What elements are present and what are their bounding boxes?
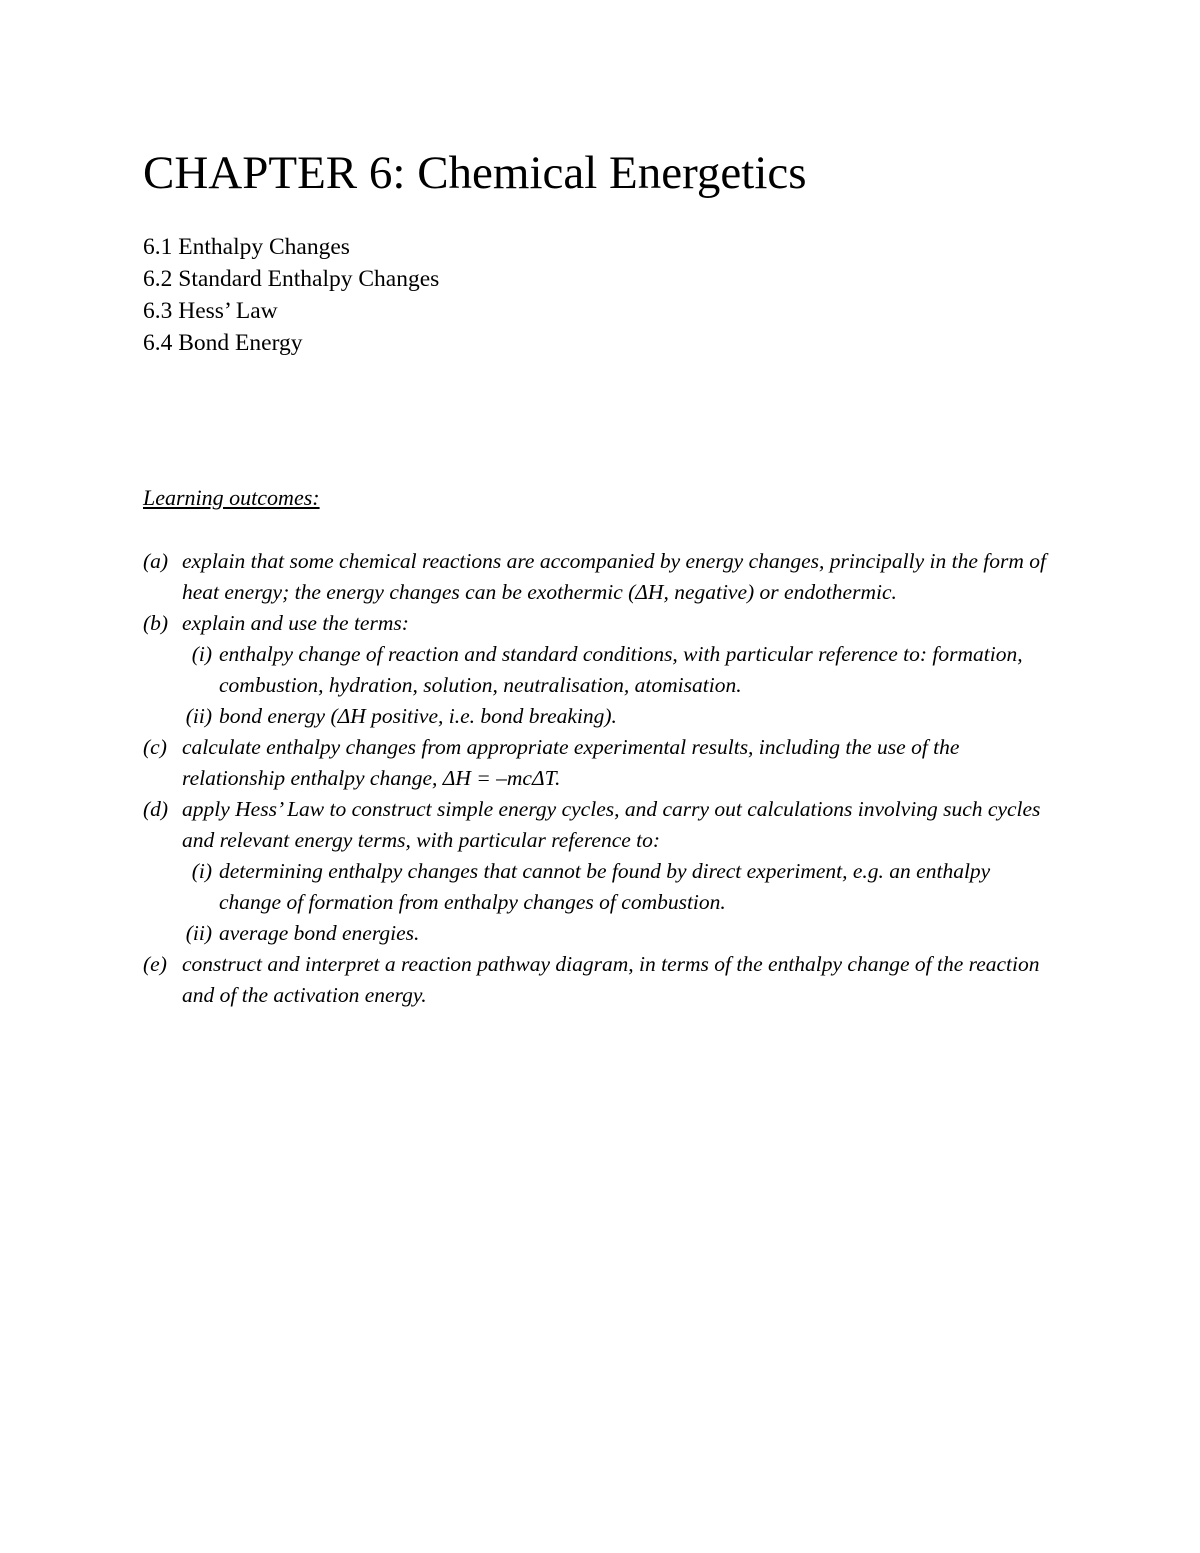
- subitem-text: average bond energies.: [219, 921, 420, 945]
- subitem-marker: (i): [191, 642, 212, 666]
- outcome-text: calculate enthalpy changes from appropriate experimental results, including the use of the relationship enthalpy change, ΔH = –mcΔT.: [182, 735, 960, 790]
- outcome-b-subitem-i: [182, 639, 1053, 701]
- outcome-b-subitem-ii: [182, 701, 1053, 732]
- outcome-marker: (d): [143, 797, 169, 821]
- page-title: CHAPTER 6: Chemical Energetics: [143, 147, 807, 199]
- outcome-c: [143, 732, 1053, 794]
- outcome-e: [143, 949, 1053, 1011]
- outcome-d-subitem-ii: [182, 918, 1053, 949]
- subitem-text: determining enthalpy changes that cannot be found by direct experiment, e.g. an enthalpy change of formation from enthalpy changes of combustion.: [219, 859, 991, 914]
- outcome-a: [143, 546, 1053, 608]
- table-of-contents: [143, 231, 439, 359]
- subitem-marker: (i): [191, 859, 212, 883]
- outcome-marker: (a): [143, 549, 169, 573]
- outcome-d-subitem-i: [182, 856, 1053, 918]
- subitem-marker: (ii): [185, 704, 212, 728]
- learning-outcomes-list: [143, 546, 1053, 1011]
- outcome-text: explain that some chemical reactions are accompanied by energy changes, principally in the form of heat energy; the energy changes can be exothermic (ΔH, negative) or endothermic.: [182, 549, 1046, 604]
- toc-item-6-3: 6.3 Hess’ Law: [143, 298, 278, 324]
- outcome-marker: (b): [143, 611, 169, 635]
- outcome-text: construct and interpret a reaction pathway diagram, in terms of the enthalpy change of the reaction and of the activation energy.: [182, 952, 1040, 1007]
- outcome-b: [143, 608, 1053, 732]
- outcome-marker: (c): [143, 735, 167, 759]
- learning-outcomes-heading: Learning outcomes:: [143, 485, 320, 510]
- outcome-text: apply Hess’ Law to construct simple energy cycles, and carry out calculations involving such cycles and relevant energy terms, with particular reference to:: [182, 797, 1041, 852]
- outcome-d: [143, 794, 1053, 949]
- toc-item-6-1: 6.1 Enthalpy Changes: [143, 234, 350, 260]
- toc-item-6-2: 6.2 Standard Enthalpy Changes: [143, 266, 440, 292]
- subitem-text: enthalpy change of reaction and standard conditions, with particular reference to: formation, combustion, hydration, solution, neutralisation, atomisation.: [219, 642, 1023, 697]
- subitem-text: bond energy (ΔH positive, i.e. bond breaking).: [219, 704, 617, 728]
- outcome-text: explain and use the terms:: [182, 611, 409, 635]
- subitem-marker: (ii): [185, 921, 212, 945]
- outcome-marker: (e): [143, 952, 167, 976]
- toc-item-6-4: 6.4 Bond Energy: [143, 330, 303, 356]
